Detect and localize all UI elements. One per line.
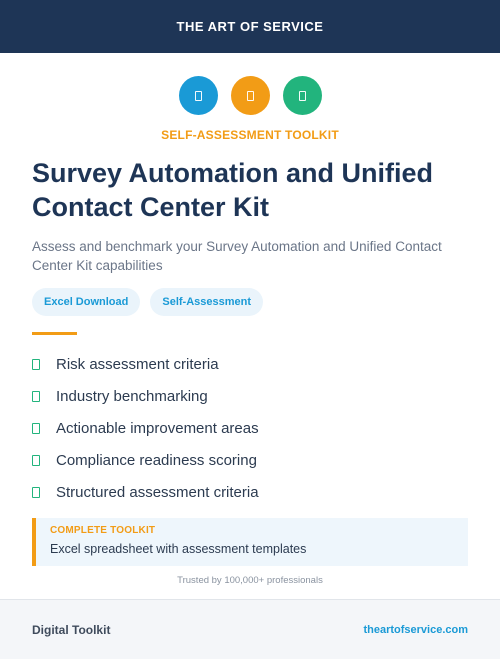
toolkit-callout [32, 518, 468, 566]
list-item [32, 412, 472, 444]
eyebrow-label: SELF-ASSESSMENT TOOLKIT [161, 128, 339, 142]
icon-row [0, 76, 500, 115]
list-item [32, 380, 472, 412]
check-icon [32, 487, 40, 498]
check-icon [32, 359, 40, 370]
trust-note: Trusted by 100,000+ professionals [177, 575, 323, 586]
page-description: Assess and benchmark your Survey Automation and Unified Contact Center Kit capabilities [32, 239, 442, 273]
check-icon [32, 455, 40, 466]
feature-label: Structured assessment criteria [56, 483, 259, 501]
callout-text: Excel spreadsheet with assessment templates [50, 542, 307, 556]
document-icon [283, 76, 322, 115]
footer [0, 599, 500, 659]
accent-divider [32, 332, 77, 335]
feature-label: Risk assessment criteria [56, 355, 219, 373]
callout-label: COMPLETE TOOLKIT [50, 525, 156, 536]
footer-label: Digital Toolkit [32, 622, 111, 637]
tag-self-assessment: Self-Assessment [150, 288, 263, 316]
check-icon [32, 423, 40, 434]
feature-label: Compliance readiness scoring [56, 451, 257, 469]
check-icon [32, 391, 40, 402]
brand-title: THE ART OF SERVICE [176, 19, 324, 34]
list-item [32, 476, 472, 508]
list-item [32, 444, 472, 476]
document-icon [179, 76, 218, 115]
list-item [32, 348, 472, 380]
website-link[interactable]: theartofservice.com [363, 623, 468, 636]
feature-label: Industry benchmarking [56, 387, 208, 405]
feature-list [32, 348, 472, 508]
page-title: Survey Automation and Unified Contact Center Kit [32, 158, 434, 222]
feature-label: Actionable improvement areas [56, 419, 259, 437]
top-banner [0, 0, 500, 53]
tag-excel-download: Excel Download [32, 288, 140, 316]
tag-list [32, 288, 263, 316]
document-icon [231, 76, 270, 115]
